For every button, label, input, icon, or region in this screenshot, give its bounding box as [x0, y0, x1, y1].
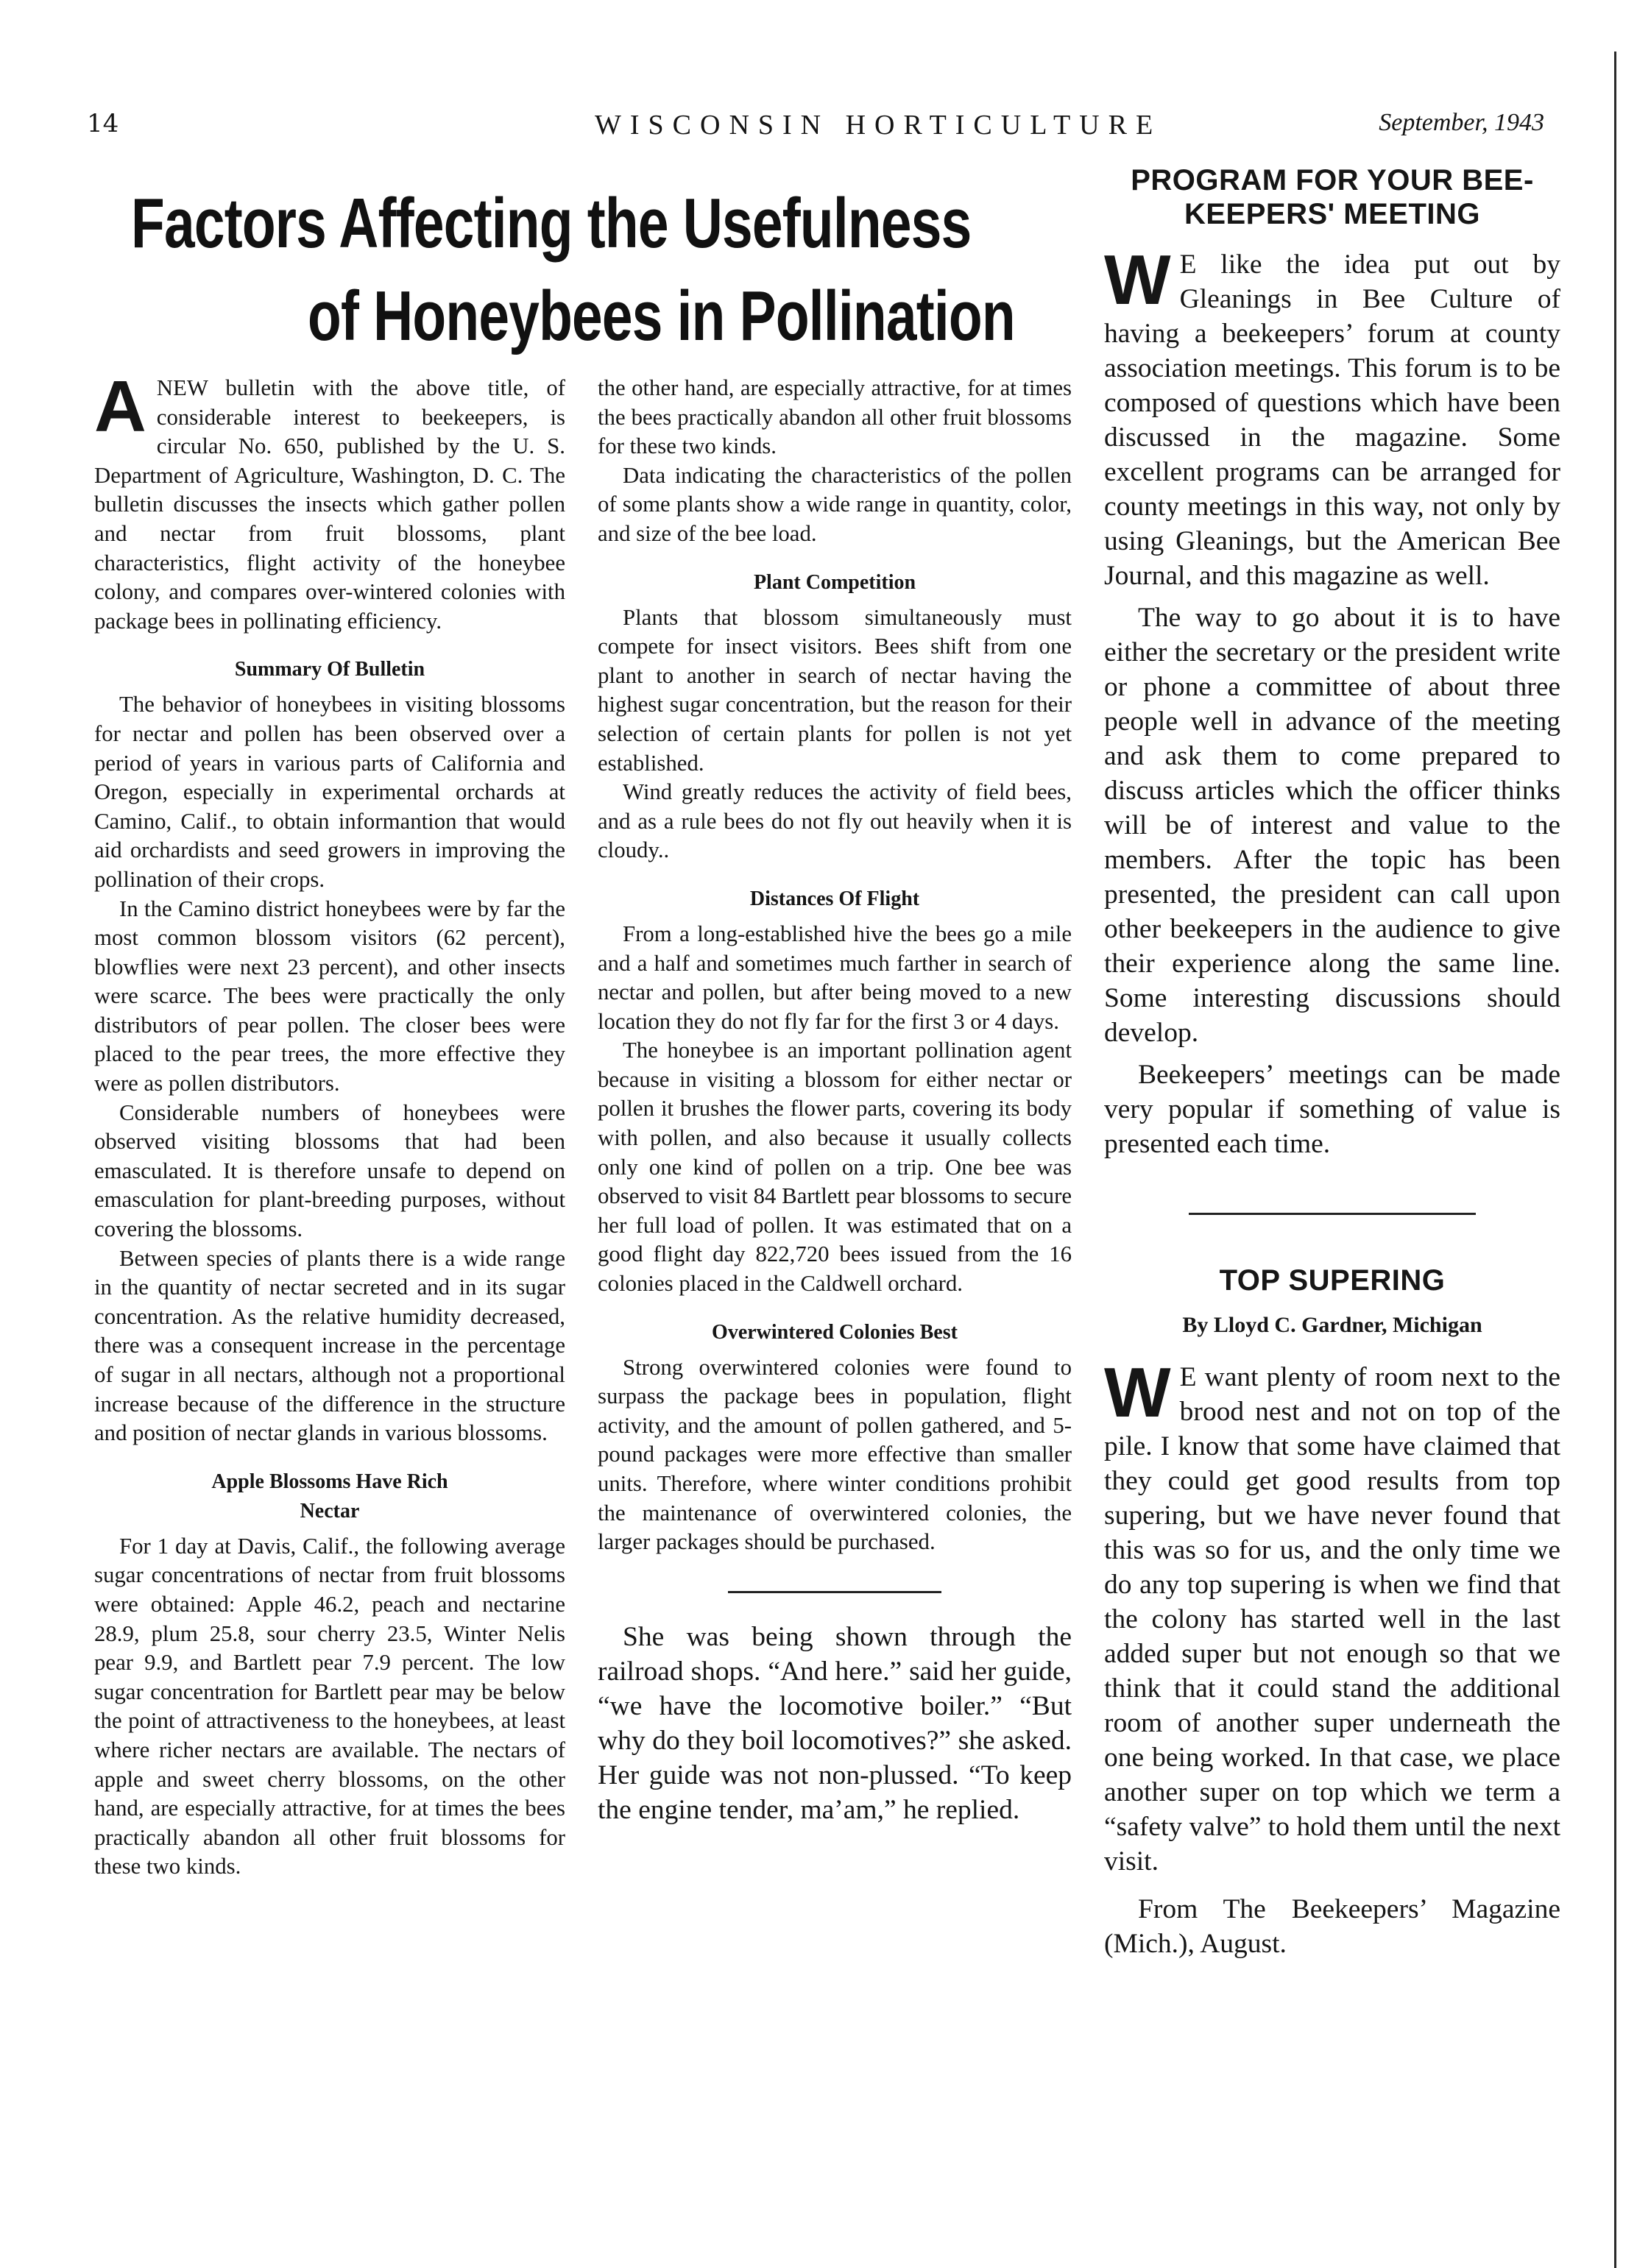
- program-heading-2: KEEPERS' MEETING: [1184, 198, 1481, 230]
- plant-paragraph: Wind greatly reduces the activity of field bees, and as a rule bees do not fly out heavily when it is cloudy..: [598, 779, 1072, 863]
- summary-paragraph: In the Camino district honeybees were by far the most common blossom visitors (62 percent), blowflies were next 23 percent), and other insects were scarce. The bees were practically the only distributors of pear pollen. The closer bees were placed to the pear trees, the more effective they were as pollen distributors.: [94, 896, 565, 1096]
- drop-cap: W: [1104, 241, 1171, 319]
- program-paragraph: The way to go about it is to have either the secretary or the president write or phone a committee of about three people well in advance of the meeting and ask them to come prepared to discuss articles which the officer thinks will be of interest and value to the members. After the topic has been presented, the president can call upon other beekeepers in the audience to give their experience along the same line. Some interesting discussions should develop.: [1104, 603, 1560, 1048]
- running-head: [87, 109, 1544, 153]
- column-3: [1104, 163, 1560, 1961]
- subhead-plant-competition: Plant Competition: [753, 570, 916, 594]
- article-title-line-1: Factors Affecting the Usefulness: [131, 184, 972, 263]
- page-number: 14: [87, 109, 119, 138]
- subhead-distances: Distances Of Flight: [749, 887, 920, 910]
- pollen-paragraph: Data indicating the characteristics of the pollen of some plants show a wide range in quantity, color, and size of the bee load.: [598, 462, 1072, 546]
- program-heading-1: PROGRAM FOR YOUR BEE-: [1131, 164, 1534, 196]
- apple-paragraph: For 1 day at Davis, Calif., the following average sugar concentrations of nectar from fruit blossoms were obtained: Apple 46.2, peach and nectarine 28.9, plum 25.8, sour cherry 23.5, Winter Nelis pear 9.9, and Bartlett pear 7.9 percent. The low sugar concentration for Bartlett pear may be below the point of attractiveness to the honeybees, at least where richer nectars are available. The nectars of apple and sweet cherry blossoms, on the other hand, are especially attractive, for at times the bees practically abandon all other fruit blossoms for these two kinds.: [94, 1533, 565, 1879]
- article-title-line-2: of Honeybees in Pollination: [308, 277, 1015, 356]
- source-credit: From The Beekeepers’ Magazine (Mich.), August.: [1104, 1894, 1560, 1959]
- top-supering-heading: TOP SUPERING: [1219, 1264, 1446, 1297]
- program-paragraph: [1104, 241, 1560, 593]
- subhead-apple-1: Apple Blossoms Have Rich: [211, 1470, 448, 1493]
- separator-rule: [728, 1591, 941, 1593]
- program-paragraph: Beekeepers’ meetings can be made very popular if something of value is presented each time.: [1104, 1060, 1560, 1159]
- apple-continued-text: the other hand, are especially attractive, for at times the bees practically abandon all other fruit blossoms for these two kinds.: [598, 375, 1072, 459]
- drop-cap: A: [94, 366, 146, 447]
- intro-paragraph: [94, 366, 565, 636]
- intro-text: NEW bulletin with the above title, of considerable interest to beekeepers, is circular No. 650, published by the U. S. Department of Agriculture, Washington, D. C. The bulletin discusses the insects which gather pollen and nectar from fruit blossoms, plant characteristics, flight activity of the honeybee colony, and compares over-wintered colonies with package bees in pollinating efficiency.: [94, 375, 565, 634]
- distance-paragraph: From a long-established hive the bees go a mile and a half and sometimes much farther in search of nectar and pollen, but after being moved to a new location they do not fly far for the first 3 or 4 days.: [598, 921, 1072, 1034]
- top-supering-text: E want plenty of room next to the brood nest and not on top of the pile. I know that some have claimed that they could get good results from top supering, but we have never found that this was so for us, and the only time we do any top supering is when we find that the colony has started well in the last added super but not enough so that we think that it could stand the additional room of another super underneath the one being worked. In that case, we place another super on top which we term a “safety valve” to hold them until the next visit.: [1104, 1362, 1560, 1877]
- article-column-2: [598, 374, 1072, 1827]
- apple-paragraph-continued: [598, 374, 1072, 461]
- joke-paragraph: She was being shown through the railroad shops. “And here.” said her guide, “we have the locomotive boiler.” “But why do they boil locomotives?” she asked. Her guide was not non-plussed. “To keep the engine tender, ma’am,” he replied.: [598, 1621, 1072, 1825]
- summary-paragraph: Considerable numbers of honeybees were observed visiting blossoms that had been emasculated. It is therefore unsafe to depend on emasculation for plant-breeding purposes, without covering the blossoms.: [94, 1099, 565, 1242]
- summary-paragraph: The behavior of honeybees in visiting blossoms for nectar and pollen has been observed over a period of years in various parts of California and Oregon, especially in experimental orchards at Camino, Calif., to obtain informantion that would aid orchardists and seed growers in improving the pollination of their crops.: [94, 692, 565, 892]
- issue-date: September, 1943: [1379, 109, 1544, 136]
- program-text: E like the idea put out by Gleanings in Bee Culture of having a beekeepers’ forum at county association meetings. This forum is to be composed of questions which have been discussed in the magazine. Some excellent programs can be arranged for county meetings in this way, not only by using Gleanings, but the American Bee Journal, and this magazine as well.: [1104, 249, 1560, 591]
- subhead-apple-2: Nectar: [300, 1499, 360, 1523]
- byline: By Lloyd C. Gardner, Michigan: [1182, 1313, 1482, 1337]
- subhead-overwintered: Overwintered Colonies Best: [712, 1320, 958, 1344]
- summary-paragraph: Between species of plants there is a wide range in the quantity of nectar secreted and in its sugar concentration. As the relative humidity decreased, there was a consequent increase in the percentage of sugar in all nectars, although not a proportional increase because of the difference in the structure and position of nectar glands in various blossoms.: [94, 1245, 565, 1446]
- overwinter-paragraph: Strong overwintered colonies were found to surpass the package bees in population, flight activity, and the amount of pollen gathered, and 5-pound packages were more effective than smaller units. Therefore, where winter conditions prohibit the maintenance of overwintered colonies, the larger packages should be purchased.: [598, 1354, 1072, 1555]
- top-supering-paragraph: [1104, 1353, 1560, 1879]
- page-edge-rule: [1614, 52, 1616, 2268]
- separator-rule: [1189, 1213, 1476, 1215]
- subhead-summary: Summary Of Bulletin: [234, 658, 425, 681]
- magazine-title: WISCONSIN HORTICULTURE: [595, 110, 1162, 141]
- article-column-1: [94, 366, 565, 1881]
- distance-paragraph: The honeybee is an important pollination agent because in visiting a blossom for either nectar or pollen it brushes the flower parts, covering its body with pollen, and also because it usually collects only one kind of pollen on a trip. One bee was observed to visit 84 Bartlett pear blossoms to secure her full load of pollen. It was estimated that on a good flight day 822,720 bees issued from the 16 colonies placed in the Caldwell orchard.: [598, 1038, 1072, 1297]
- drop-cap: W: [1104, 1353, 1171, 1432]
- plant-paragraph: Plants that blossom simultaneously must compete for insect visitors. Bees shift from one plant to another in search of nectar having the highest sugar concentration, but the reason for their selection of certain plants for pollen is not yet established.: [598, 604, 1072, 776]
